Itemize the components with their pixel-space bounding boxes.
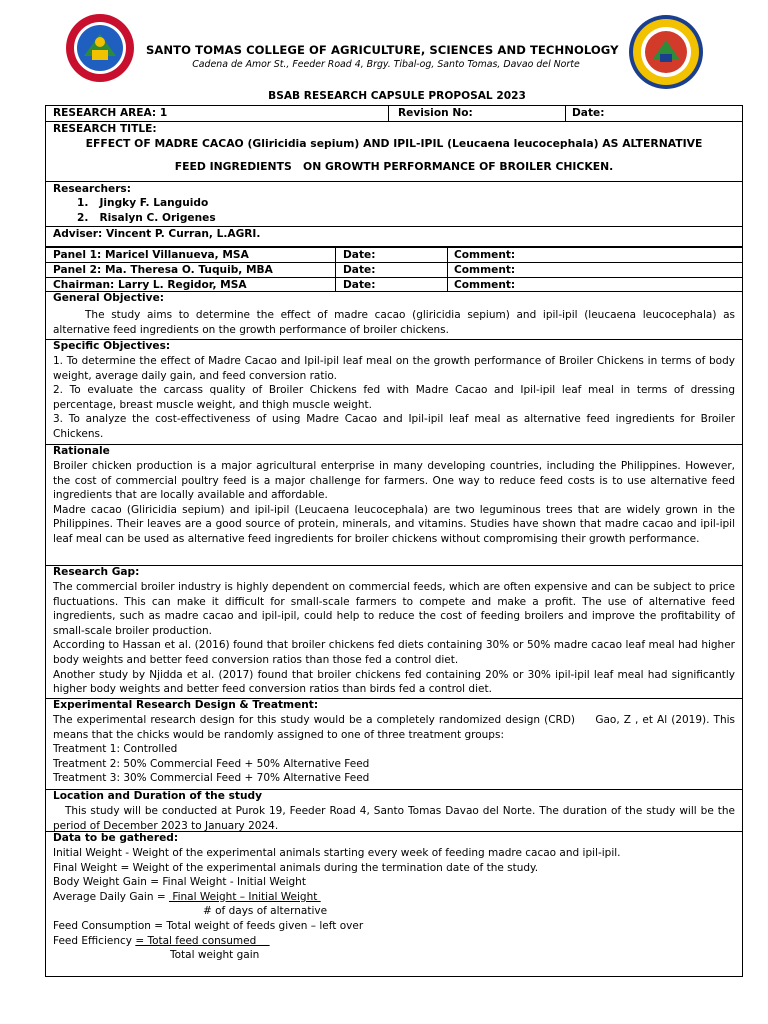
specific-objective-1: 1. To determine the effect of Madre Cacao and Ipil-ipil leaf meal on the growth performance of Broiler Chickens in terms of body weight, average daily gain, and feed conversion ratio. xyxy=(53,355,735,382)
adg-denominator: # of days of alternative xyxy=(203,905,328,918)
treatment-3: Treatment 3: 30% Commercial Feed + 70% Alternative Feed xyxy=(53,772,370,785)
research-title-label: RESEARCH TITLE: xyxy=(53,123,157,135)
average-daily-gain-line xyxy=(53,890,735,905)
chairman-comment: Comment: xyxy=(454,279,516,291)
research-gap-text xyxy=(53,580,735,697)
rationale-section xyxy=(46,444,742,565)
research-title-line2: FEED INGREDIENTS ON GROWTH PERFORMANCE OF BROILER CHICKEN. xyxy=(174,160,614,173)
rationale-paragraph-1: Broiler chicken production is a major agricultural enterprise in many developing countries, including the Philippines. However, the cost of commercial poultry feed is a major challenge for farmers. One way to reduce feed costs is to use alternative feed ingredients that are locally available and affordable. xyxy=(53,460,735,502)
proposal-form xyxy=(45,105,743,977)
panel-2-date: Date: xyxy=(343,264,376,276)
municipality-seal-logo xyxy=(64,12,136,84)
rationale-label: Rationale xyxy=(53,445,110,457)
initial-weight-line: Initial Weight - Weight of the experimental animals starting every week of feeding madre cacao and ipil-ipil. xyxy=(53,847,621,859)
research-area: RESEARCH AREA: 1 xyxy=(53,107,168,119)
design-section xyxy=(46,698,742,789)
general-objective-text: The study aims to determine the effect of madre cacao (gliricidia sepium) and ipil-ipil (leucaena leucocephala) as alternative feed ingredients on the growth performance of broiler chickens. xyxy=(53,309,735,336)
research-gap-paragraph-3: Another study by Njidda et al. (2017) found that broiler chickens fed containing 20% or 30% ipil-ipil leaf meal had significantly higher body weights and better feed conversion ratios than birds fed a control diet. xyxy=(53,668,735,696)
research-area-row xyxy=(46,106,742,121)
specific-objective-3: 3. To analyze the cost-effectiveness of using Madre Cacao and Ipil-ipil leaf meal as alternative feed ingredients for Broiler Chickens. xyxy=(53,413,735,440)
research-gap-section xyxy=(46,565,742,698)
panel-1-date: Date: xyxy=(343,249,376,261)
general-objective-section xyxy=(46,291,742,339)
treatment-2: Treatment 2: 50% Commercial Feed + 50% Alternative Feed xyxy=(53,757,370,770)
adviser: Adviser: Vincent P. Curran, L.AGRI. xyxy=(53,228,261,240)
fe-numerator: = Total feed consumed xyxy=(135,934,270,947)
specific-objectives-list xyxy=(53,354,735,442)
design-paragraph: The experimental research design for this study would be a completely randomized design (CRD) Gao, Z , et Al (2019). This means that the chicks would be randomly assigned to one of three treatment groups: xyxy=(53,714,739,741)
fe-label: Feed Efficiency xyxy=(53,934,136,947)
researchers-label: Researchers: xyxy=(53,183,131,195)
treatment-1: Treatment 1: Controlled xyxy=(53,743,178,756)
fe-denominator: Total weight gain xyxy=(170,949,260,962)
panel-2-name: Panel 2: Ma. Theresa O. Tuquib, MBA xyxy=(53,264,273,276)
data-gathered-label: Data to be gathered: xyxy=(53,832,179,844)
research-gap-paragraph-2: According to Hassan et al. (2016) found that broiler chickens fed diets containing 30% or 50% madre cacao leaf meal had higher body weights and better feed conversion ratios than those fed a control diet. xyxy=(53,639,735,666)
chairman-date: Date: xyxy=(343,279,376,291)
researcher-1: 1. Jingky F. Languido xyxy=(77,197,209,209)
research-title-section xyxy=(46,121,742,181)
specific-objectives-section xyxy=(46,339,742,444)
body-weight-gain-line: Body Weight Gain = Final Weight - Initial Weight xyxy=(53,876,306,889)
rationale-text xyxy=(53,459,735,547)
specific-objectives-label: Specific Objectives: xyxy=(53,340,171,352)
revision-no: Revision No: xyxy=(398,107,473,119)
panel-2-comment: Comment: xyxy=(454,264,516,276)
final-weight-line: Final Weight = Weight of the experimental animals during the termination date of the study. xyxy=(53,861,539,874)
rationale-paragraph-2: Madre cacao (Gliricidia sepium) and ipil-ipil (Leucaena leucocephala) are two leguminous trees that are widely grown in the Philippines. Their leaves are a good source of protein, minerals, and vitamins. Studies have shown that madre cacao and ipil-ipil leaf meal can be used as alternative feed ingredients for broiler chickens without compromising their growth performance. xyxy=(53,503,735,545)
design-text xyxy=(53,713,739,786)
research-gap-label: Research Gap: xyxy=(53,566,140,578)
data-gathered-section xyxy=(46,831,742,976)
college-address: Cadena de Amor St., Feeder Road 4, Brgy. Tibal-og, Santo Tomas, Davao del Norte xyxy=(192,59,580,70)
panel-table xyxy=(46,246,742,291)
panel-1-comment: Comment: xyxy=(454,249,516,261)
location-text: This study will be conducted at Purok 19, Feeder Road 4, Santo Tomas Davao del Norte. The duration of the study will be the period of December 2023 to January 2024. xyxy=(53,805,735,832)
data-gathered-list xyxy=(53,846,735,963)
feed-efficiency-line xyxy=(53,934,735,949)
chairman-name: Chairman: Larry L. Regidor, MSA xyxy=(53,279,247,291)
panel-1-name: Panel 1: Maricel Villanueva, MSA xyxy=(53,249,249,261)
adg-label: Average Daily Gain = xyxy=(53,890,169,903)
document-subtitle: BSAB RESEARCH CAPSULE PROPOSAL 2023 xyxy=(268,90,526,102)
feed-consumption-line: Feed Consumption = Total weight of feeds given – left over xyxy=(53,919,364,932)
college-name: SANTO TOMAS COLLEGE OF AGRICULTURE, SCIENCES AND TECHNOLOGY xyxy=(146,43,619,57)
researcher-2: 2. Risalyn C. Origenes xyxy=(77,212,216,224)
specific-objective-2: 2. To evaluate the carcass quality of Broiler Chickens fed with Madre Cacao and Ipil-ipil leaf meal in terms of dressing percentage, breast muscle weight, and thigh muscle weight. xyxy=(53,384,735,411)
research-title-line1: EFFECT OF MADRE CACAO (Gliricidia sepium) AND IPIL-IPIL (Leucaena leucocephala) AS ALTERNATIVE xyxy=(85,137,703,150)
design-label: Experimental Research Design & Treatment: xyxy=(53,699,319,711)
college-seal-logo xyxy=(628,14,704,90)
date-field: Date: xyxy=(572,107,605,119)
adviser-row xyxy=(46,226,742,246)
general-objective-label: General Objective: xyxy=(53,292,165,304)
location-section xyxy=(46,789,742,831)
location-label: Location and Duration of the study xyxy=(53,790,262,802)
researchers-section xyxy=(46,181,742,226)
research-gap-paragraph-1: The commercial broiler industry is highly dependent on commercial feeds, which are often expensive and can be subject to price fluctuations. This can make it difficult for small-scale farmers to compete and make a profit. The use of alternative feed ingredients, such as madre cacao and ipil-ipil, could help to reduce the cost of feeding broilers and improve the profitability of small-scale broiler production. xyxy=(53,581,735,637)
adg-numerator: Final Weight – Initial Weight xyxy=(168,890,321,903)
